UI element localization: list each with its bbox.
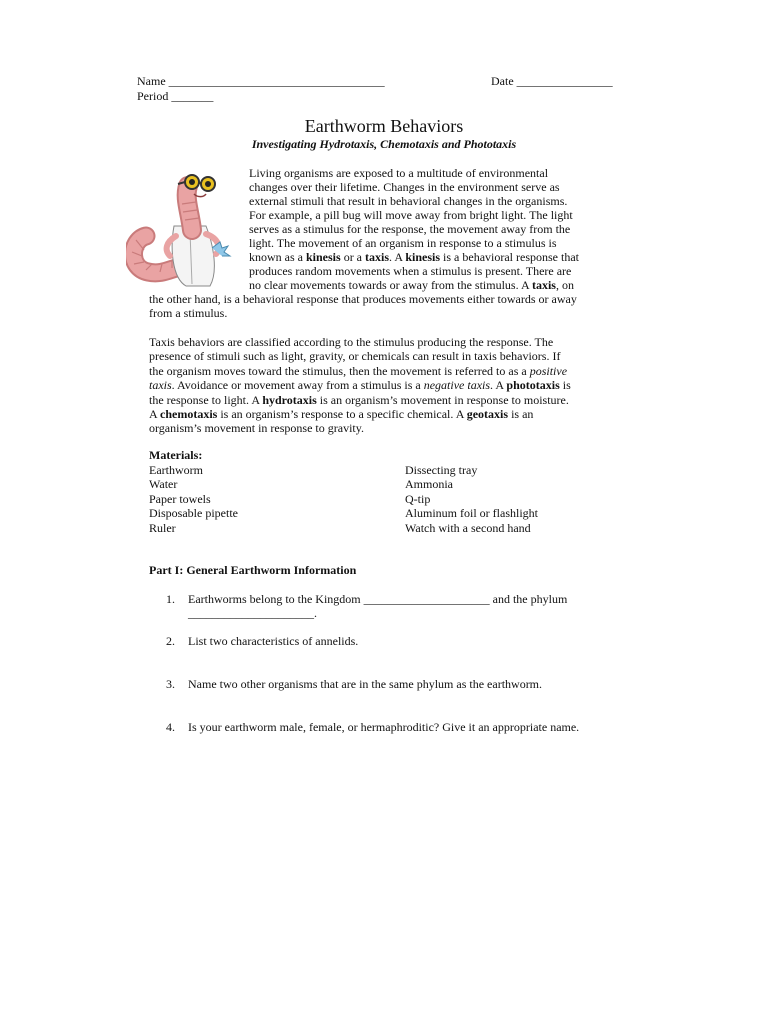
term-chemotaxis: chemotaxis [160,407,218,422]
list-item: Paper towels [149,491,211,506]
page-subtitle: Investigating Hydrotaxis, Chemotaxis and Phototaxis [251,137,517,151]
part1-heading: Part I: General Earthworm Information [149,563,357,577]
intro-paragraph-continued: the other hand, is a behavioral response that produces movements either towards or away from a stimulus. [149,292,577,320]
term-taxis: taxis [365,250,390,264]
term-geotaxis: geotaxis [466,407,509,422]
materials-list-right [405,463,538,535]
term-taxis-italic: taxis [149,378,172,393]
term-kinesis: kinesis [306,250,341,264]
list-item: Ammonia [405,477,453,492]
list-item: Disposable pipette [149,506,238,521]
list-item: Earthworm [149,463,203,477]
page-title: Earthworm Behaviors [304,116,464,136]
term-positive: positive [529,363,568,378]
term-taxis: taxis [531,278,556,292]
term-negative-taxis: negative taxis [423,378,491,393]
list-item: Watch with a second hand [405,520,531,535]
materials-list-left [149,463,238,535]
list-item: Ruler [149,520,176,535]
term-phototaxis: phototaxis [506,378,560,393]
materials-heading: Materials: [149,448,203,462]
period-field-label: Period _______ [137,89,214,103]
earthworm-scientist-illustration [126,168,238,296]
question-2: 2. List two characteristics of annelids. [166,634,359,648]
date-field-label: Date ________________ [491,74,613,88]
question-1: 1. Earthworms belong to the Kingdom _____________________ and the phylum _____________________. [166,592,568,620]
name-field-label: Name ____________________________________ [137,74,385,88]
taxis-paragraph: Taxis behaviors are classified according to the stimulus producing the response. The presence of stimuli such as light, gravity, or chemicals can result in taxis behaviors. If the organism moves toward the stimulus, then the movement is referred to as a positive taxis. Avoidance or movement away from a stimulus is a negative taxis. A phototaxis is the response to light. A hydrotaxis is an organism’s movement in response to moisture. A chemotaxis is an organism’s response to a specific chemical. A geotaxis is an organism’s movement in response to gravity. [149,335,571,436]
list-item: Q-tip [405,491,431,506]
intro-paragraph: Living organisms are exposed to a multitude of environmental changes over their lifetime. Changes in the environment serve as external stimuli that result in behavioral changes in the organisms. For example, a pill bug will move away from bright light. The light serves as a stimulus for the response, the movement away from the light. The movement of an organism in response to a stimulus is known as a kinesis or a taxis. A kinesis is a behavioral response that produces random movements when a stimulus is present. There are no clear movements towards or away from the stimulus. A taxis, on [249,166,580,292]
question-3: 3. Name two other organisms that are in the same phylum as the earthworm. [166,677,543,691]
list-item: Aluminum foil or flashlight [405,506,538,521]
list-item: Water [149,477,178,492]
question-4: 4. Is your earthworm male, female, or hermaphroditic? Give it an appropriate name. [166,720,580,734]
list-item: Dissecting tray [405,463,478,477]
term-kinesis: kinesis [405,250,441,264]
term-hydrotaxis: hydrotaxis [262,392,317,407]
